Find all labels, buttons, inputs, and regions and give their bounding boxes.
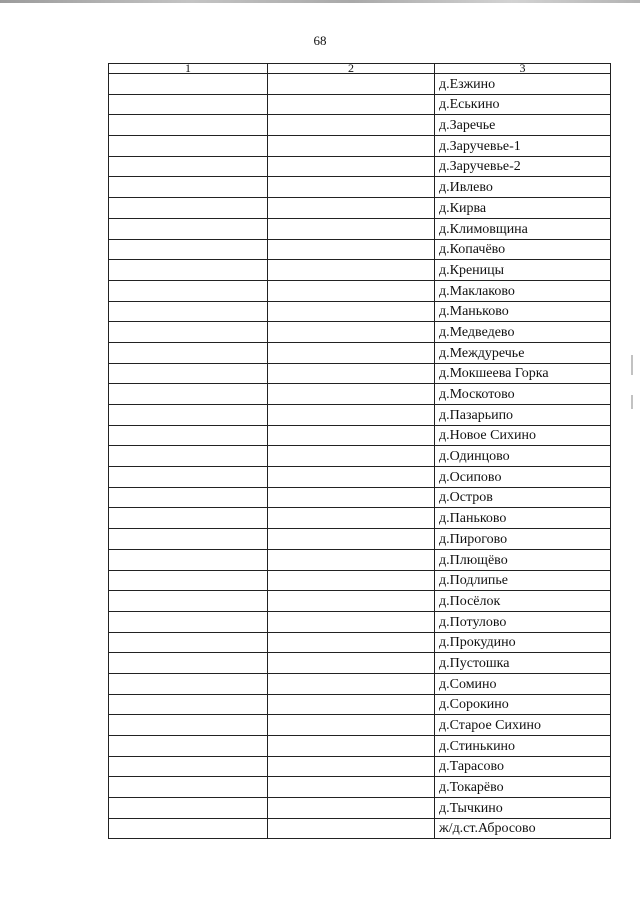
settlement-name: ж/д.ст.Абросово — [435, 818, 611, 839]
settlement-name: д.Заручевье-2 — [435, 156, 611, 177]
cell-col-1 — [109, 529, 268, 550]
settlement-name: д.Заручевье-1 — [435, 136, 611, 157]
cell-col-2 — [268, 673, 435, 694]
settlement-name: д.Кирва — [435, 198, 611, 219]
settlement-name: д.Потулово — [435, 611, 611, 632]
cell-col-1 — [109, 384, 268, 405]
settlement-name: д.Климовщина — [435, 218, 611, 239]
settlement-name: д.Тычкино — [435, 798, 611, 819]
cell-col-1 — [109, 467, 268, 488]
settlement-name: д.Одинцово — [435, 446, 611, 467]
table-row — [109, 177, 611, 198]
settlement-name: д.Подлипье — [435, 570, 611, 591]
settlement-name: д.Москотово — [435, 384, 611, 405]
settlement-name: д.Пирогово — [435, 529, 611, 550]
cell-col-1 — [109, 74, 268, 95]
cell-col-2 — [268, 570, 435, 591]
cell-col-1 — [109, 487, 268, 508]
table-row — [109, 777, 611, 798]
settlement-name: д.Медведево — [435, 322, 611, 343]
cell-col-2 — [268, 611, 435, 632]
settlement-name: д.Ивлево — [435, 177, 611, 198]
table-row — [109, 798, 611, 819]
table-row — [109, 467, 611, 488]
settlement-name: д.Междуречье — [435, 342, 611, 363]
page-number: 68 — [313, 33, 327, 48]
table-row — [109, 94, 611, 115]
cell-col-1 — [109, 818, 268, 839]
settlement-name: д.Прокудино — [435, 632, 611, 653]
cell-col-2 — [268, 218, 435, 239]
settlement-name: д.Новое Сихино — [435, 425, 611, 446]
cell-col-1 — [109, 260, 268, 281]
settlement-name: д.Маньково — [435, 301, 611, 322]
cell-col-1 — [109, 446, 268, 467]
cell-col-1 — [109, 94, 268, 115]
cell-col-2 — [268, 177, 435, 198]
cell-col-2 — [268, 260, 435, 281]
table-row — [109, 694, 611, 715]
scan-top-edge — [0, 0, 640, 3]
settlement-name: д.Плющёво — [435, 549, 611, 570]
table-row — [109, 487, 611, 508]
cell-col-2 — [268, 425, 435, 446]
cell-col-2 — [268, 446, 435, 467]
settlement-name: д.Еськино — [435, 94, 611, 115]
column-header-2: 2 — [268, 64, 435, 74]
cell-col-2 — [268, 115, 435, 136]
cell-col-1 — [109, 673, 268, 694]
settlement-name: д.Пазарьипо — [435, 405, 611, 426]
column-header-3: 3 — [435, 64, 611, 74]
cell-col-2 — [268, 632, 435, 653]
settlement-name: д.Пустошка — [435, 653, 611, 674]
table-row — [109, 673, 611, 694]
settlement-name: д.Стинькино — [435, 736, 611, 757]
cell-col-2 — [268, 798, 435, 819]
cell-col-2 — [268, 653, 435, 674]
cell-col-1 — [109, 363, 268, 384]
cell-col-2 — [268, 508, 435, 529]
table-row — [109, 198, 611, 219]
table-row — [109, 239, 611, 260]
cell-col-2 — [268, 239, 435, 260]
table-row — [109, 632, 611, 653]
table-row — [109, 301, 611, 322]
cell-col-1 — [109, 549, 268, 570]
table-row — [109, 74, 611, 95]
table-row — [109, 818, 611, 839]
table-row — [109, 653, 611, 674]
cell-col-2 — [268, 198, 435, 219]
cell-col-1 — [109, 508, 268, 529]
cell-col-1 — [109, 694, 268, 715]
cell-col-1 — [109, 280, 268, 301]
settlement-name: д.Паньково — [435, 508, 611, 529]
table-row — [109, 405, 611, 426]
cell-col-2 — [268, 467, 435, 488]
cell-col-2 — [268, 322, 435, 343]
cell-col-2 — [268, 74, 435, 95]
table-row — [109, 549, 611, 570]
settlement-name: д.Мокшеева Горка — [435, 363, 611, 384]
table-row — [109, 508, 611, 529]
cell-col-1 — [109, 218, 268, 239]
settlement-name: д.Маклаково — [435, 280, 611, 301]
cell-col-2 — [268, 715, 435, 736]
cell-col-1 — [109, 756, 268, 777]
cell-col-2 — [268, 363, 435, 384]
settlement-name: д.Сорокино — [435, 694, 611, 715]
table-row — [109, 736, 611, 757]
cell-col-2 — [268, 342, 435, 363]
cell-col-2 — [268, 384, 435, 405]
cell-col-2 — [268, 280, 435, 301]
cell-col-1 — [109, 591, 268, 612]
cell-col-2 — [268, 156, 435, 177]
settlements-table — [108, 63, 611, 839]
cell-col-2 — [268, 301, 435, 322]
table-row — [109, 529, 611, 550]
table-row — [109, 280, 611, 301]
cell-col-2 — [268, 405, 435, 426]
cell-col-1 — [109, 425, 268, 446]
settlement-name: д.Токарёво — [435, 777, 611, 798]
table-body — [109, 74, 611, 839]
cell-col-2 — [268, 777, 435, 798]
cell-col-1 — [109, 198, 268, 219]
cell-col-2 — [268, 694, 435, 715]
cell-col-1 — [109, 115, 268, 136]
table-row — [109, 342, 611, 363]
table-row — [109, 570, 611, 591]
cell-col-2 — [268, 591, 435, 612]
cell-col-1 — [109, 177, 268, 198]
settlement-name: д.Сомино — [435, 673, 611, 694]
table-row — [109, 611, 611, 632]
cell-col-1 — [109, 136, 268, 157]
column-header-1: 1 — [109, 64, 268, 74]
table-row — [109, 322, 611, 343]
settlement-name: д.Креницы — [435, 260, 611, 281]
settlement-name: д.Старое Сихино — [435, 715, 611, 736]
settlement-name: д.Тарасово — [435, 756, 611, 777]
cell-col-1 — [109, 342, 268, 363]
cell-col-1 — [109, 653, 268, 674]
table-row — [109, 156, 611, 177]
cell-col-1 — [109, 156, 268, 177]
cell-col-2 — [268, 136, 435, 157]
table-row — [109, 715, 611, 736]
table-row — [109, 136, 611, 157]
cell-col-2 — [268, 736, 435, 757]
table-row — [109, 756, 611, 777]
cell-col-1 — [109, 715, 268, 736]
cell-col-2 — [268, 487, 435, 508]
cell-col-1 — [109, 570, 268, 591]
table-row — [109, 591, 611, 612]
table-row — [109, 218, 611, 239]
cell-col-1 — [109, 322, 268, 343]
cell-col-1 — [109, 405, 268, 426]
cell-col-1 — [109, 301, 268, 322]
table-row — [109, 446, 611, 467]
cell-col-1 — [109, 736, 268, 757]
scan-side-mark — [631, 355, 633, 375]
table-row — [109, 260, 611, 281]
cell-col-2 — [268, 529, 435, 550]
cell-col-1 — [109, 777, 268, 798]
cell-col-2 — [268, 549, 435, 570]
settlement-name: д.Остров — [435, 487, 611, 508]
table-row — [109, 115, 611, 136]
cell-col-1 — [109, 798, 268, 819]
table-row — [109, 363, 611, 384]
cell-col-1 — [109, 611, 268, 632]
settlement-name: д.Копачёво — [435, 239, 611, 260]
table-row — [109, 425, 611, 446]
table-header-row — [109, 64, 611, 74]
table-row — [109, 384, 611, 405]
settlement-name: д.Заречье — [435, 115, 611, 136]
cell-col-2 — [268, 818, 435, 839]
cell-col-1 — [109, 239, 268, 260]
cell-col-1 — [109, 632, 268, 653]
settlement-name: д.Езжино — [435, 74, 611, 95]
settlement-name: д.Посёлок — [435, 591, 611, 612]
settlement-name: д.Осипово — [435, 467, 611, 488]
cell-col-2 — [268, 756, 435, 777]
cell-col-2 — [268, 94, 435, 115]
scan-side-mark — [631, 395, 633, 409]
